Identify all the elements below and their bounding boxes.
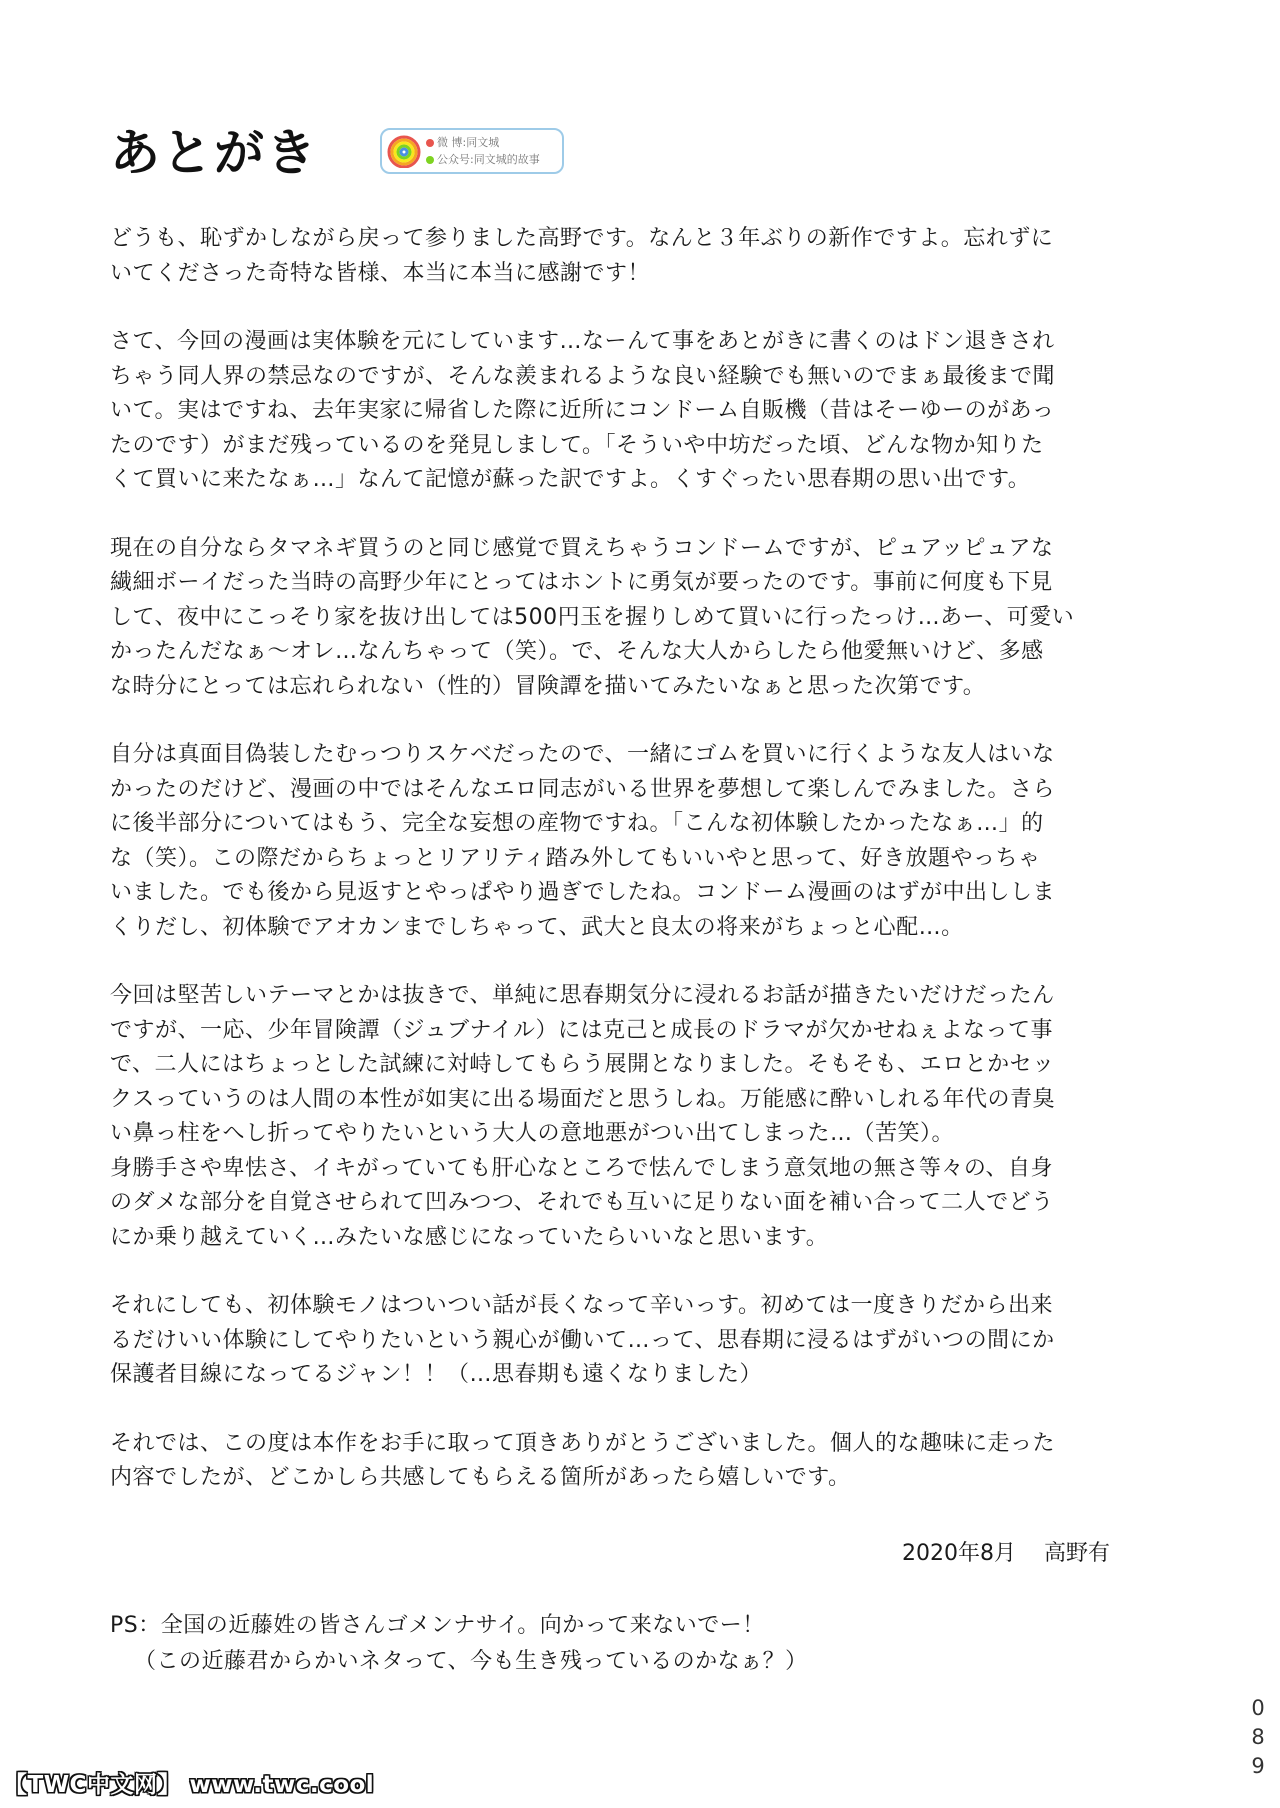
paragraph-line: して、夜中にこっそり家を抜け出しては500円玉を握りしめて買いに行ったっけ…あー、可愛い (110, 604, 1075, 630)
paragraph-line: で、二人にはちょっとした試練に対峙してもらう展開となりました。そもそも、エロとかセッ (110, 1052, 1055, 1077)
page-number-digit: 8 (1251, 1725, 1265, 1749)
paragraph (110, 532, 1170, 705)
paragraph-line: クスっていうのは人間の本性が如実に出る場面だと思うしね。万能感に酔いしれる年代の青臭 (110, 1086, 1056, 1112)
paragraph-line: さて、今回の漫画は実体験を元にしています…なーんて事をあとがきに書くのはドン退きされ (110, 329, 1055, 354)
paragraph-line: にか乗り越えていく…みたいな感じになっていたらいいなと思います。 (110, 1224, 829, 1250)
postscript-line-2: （この近藤君からかいネタって、今も生き残っているのかなぁ？） (134, 1649, 808, 1674)
paragraph-line: ですが、一応、少年冒険譚（ジュブナイル）には克己と成長のドラマが欠かせねぇよなって事 (110, 1017, 1054, 1043)
paragraph-line: 身勝手さや卑怯さ、イキがっていても肝心なところで怯んでしまう意気地の無さ等々の、自身 (110, 1155, 1054, 1181)
paragraph-line: いて。実はですね、去年実家に帰省した際に近所にコンドーム自販機（昔はそーゆーのがあっ (110, 398, 1055, 423)
paragraph-line: 内容でしたが、どこかしら共感してもらえる箇所があったら嬉しいです。 (110, 1465, 851, 1490)
paragraph (110, 1427, 1170, 1496)
site-watermark: 【TWC中文网】 www.twc.cool (4, 1772, 375, 1798)
paragraph-line: い鼻っ柱をへし折ってやりたいという大人の意地悪がつい出てしまった…（苦笑）。 (110, 1121, 955, 1146)
page-title: あとがき (110, 124, 318, 182)
paragraph-line: それでは、この度は本作をお手に取って頂きありがとうございました。個人的な趣味に走った (110, 1430, 1056, 1456)
paragraph-line: くて買いに来たなぁ…」なんて記憶が蘇った訳ですよ。くすぐったい思春期の思い出です。 (110, 467, 1031, 492)
page-number (1248, 1694, 1268, 1781)
paragraph-line: それにしても、初体験モノはついつい話が長くなって辛いっす。初めては一度きりだから出来 (110, 1293, 1054, 1318)
afterword-body (110, 222, 1170, 1530)
rainbow-icon (386, 134, 422, 168)
paragraph-line: 自分は真面目偽装したむっつりスケベだったので、一緒にゴムを買いに行くような友人はいな (110, 742, 1055, 767)
paragraph-line: くりだし、初体験でアオカンまでしちゃって、武大と良太の将来がちょっと心配…。 (110, 914, 964, 940)
source-stamp (380, 128, 564, 174)
paragraph (110, 1289, 1170, 1393)
rainbow-ring-5 (401, 149, 407, 155)
paragraph-line: かったんだなぁ～オレ…なんちゃって（笑）。で、そんな大人からしたら他愛無いけど、多感 (110, 639, 1044, 664)
weibo-icon (426, 139, 434, 147)
paragraph (110, 738, 1170, 945)
signature-author: 高野有 (1044, 1541, 1111, 1566)
paragraph-line: 繊細ボーイだった当時の高野少年にとってはホントに勇気が要ったのです。事前に何度も下見 (110, 570, 1053, 595)
stamp-wechat-text: 公众号:同文城的故事 (437, 153, 540, 166)
paragraph-line: いました。でも後から見返すとやっぱやり過ぎでしたね。コンドーム漫画のはずが中出ししま (110, 880, 1056, 905)
paragraph (110, 222, 1170, 291)
paragraph-line: のダメな部分を自覚させられて凹みつつ、それでも互いに足りない面を補い合って二人でどう (110, 1190, 1054, 1215)
paragraph (110, 325, 1170, 498)
paragraph-line: な時分にとっては忘れられない（性的）冒険譚を描いてみたいなぁと思った次第です。 (110, 673, 986, 699)
paragraph-line: 保護者目線になってるジャン！！（…思春期も遠くなりました） (110, 1362, 763, 1387)
paragraph-line: 現在の自分ならタマネギ買うのと同じ感覚で買えちゃうコンドームですが、ピュアッピュアな (110, 535, 1054, 561)
page-number-digit: 0 (1251, 1696, 1265, 1720)
postscript-line-1: PS：全国の近藤姓の皆さんゴメンナサイ。向かって来ないでー！ (110, 1613, 765, 1638)
paragraph-line: るだけいい体験にしてやりたいという親心が働いて…って、思春期に浸るはずがいつの間にか (110, 1327, 1055, 1353)
page-number-digit: 9 (1251, 1754, 1265, 1778)
paragraph-line: かったのだけど、漫画の中ではそんなエロ同志がいる世界を夢想して楽しんでみました。さら (110, 776, 1056, 802)
signature (902, 1536, 1110, 1567)
paragraph-line: どうも、恥ずかしながら戻って参りました高野です。なんと３年ぶりの新作ですよ。忘れずに (110, 226, 1054, 251)
paragraph-line: な（笑）。この際だからちょっとリアリティ踏み外してもいいやと思って、好き放題やっちゃ (110, 845, 1041, 871)
paragraph-line: ちゃう同人界の禁忌なのですが、そんな羨まれるような良い経験でも無いのでまぁ最後まで聞 (110, 363, 1056, 389)
paragraph-line: に後半部分についてはもう、完全な妄想の産物ですね。「こんな初体験したかったなぁ…」的 (110, 811, 1044, 836)
signature-date: 2020年8月 (902, 1541, 1016, 1566)
paragraph (110, 979, 1170, 1255)
stamp-wechat-line (426, 154, 540, 165)
paragraph-line: 今回は堅苦しいテーマとかは抜きで、単純に思春期気分に浸れるお話が描きたいだけだったん (110, 983, 1055, 1008)
wechat-icon (426, 156, 434, 164)
paragraph-line: いてくださった奇特な皆様、本当に本当に感謝です！ (110, 260, 651, 286)
postscript (110, 1608, 808, 1680)
paragraph-line: たのです）がまだ残っているのを発見しまして。「そういや中坊だった頃、どんな物か知りた (110, 432, 1044, 458)
stamp-weibo-text: 微 博:同文城 (437, 136, 500, 149)
stamp-weibo-line (426, 137, 499, 148)
